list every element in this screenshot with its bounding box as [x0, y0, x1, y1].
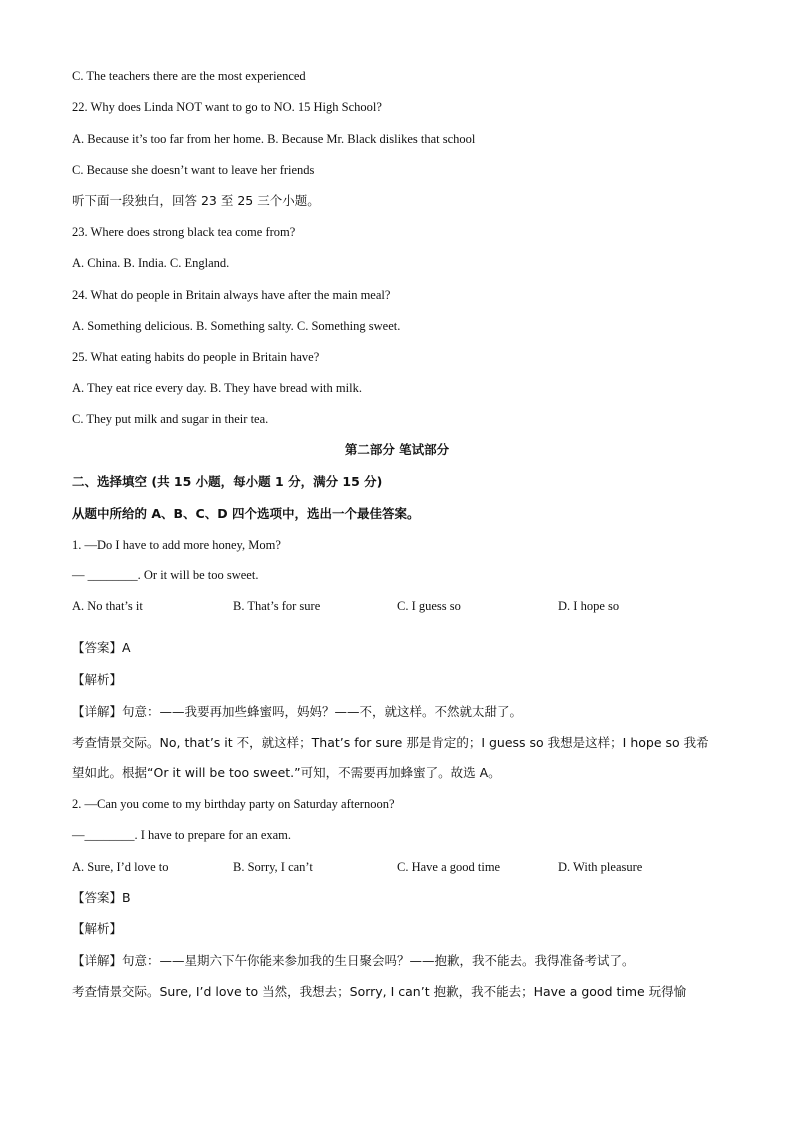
question-2-response: —________. I have to prepare for an exam. [72, 828, 292, 842]
question-1-option-b: B. That’s for sure [233, 599, 321, 613]
question-1-stem: 1. —Do I have to add more honey, Mom? [72, 538, 281, 552]
question-1-option-a: A. No that’s it [72, 599, 143, 613]
question-2-detail: 【详解】句意：——星期六下午你能来参加我的生日聚会吗？——抱歉，我不能去。我得准备考试了。 [72, 953, 635, 968]
question-2-option-d: D. With pleasure [558, 860, 643, 874]
question-2-answer: 【答案】B [72, 890, 131, 905]
question-2-option-c: C. Have a good time [397, 860, 501, 874]
listening-instruction: 听下面一段独白，回答 23 至 25 三个小题。 [72, 193, 320, 208]
question-2-option-b: B. Sorry, I can’t [233, 860, 313, 874]
question-22-options-ab: A. Because it’s too far from her home. B. Because Mr. Black dislikes that school [72, 132, 476, 146]
question-22-stem: 22. Why does Linda NOT want to go to NO. 15 High School? [72, 100, 382, 114]
question-1-analysis-label: 【解析】 [72, 672, 123, 687]
question-25-options-ab: A. They eat rice every day. B. They have bread with milk. [72, 381, 362, 395]
question-2-option-a: A. Sure, I’d love to [72, 860, 169, 874]
question-2-analysis-label: 【解析】 [72, 921, 123, 936]
question-1-detail: 【详解】句意：——我要再加些蜂蜜吗，妈妈？——不，就这样。不然就太甜了。 [72, 704, 523, 719]
question-1-explanation-1: 考查情景交际。No, that’s it 不，就这样；That’s for sure 那是肯定的；I guess so 我想是这样；I hope so 我希 [72, 735, 709, 750]
part-title: 第二部分 笔试部分 [344, 442, 450, 457]
question-24-stem: 24. What do people in Britain always have after the main meal? [72, 288, 391, 302]
question-1-option-d: D. I hope so [558, 599, 620, 613]
section-instruction: 从题中所给的 A、B、C、D 四个选项中，选出一个最佳答案。 [72, 506, 420, 521]
question-25-stem: 25. What eating habits do people in Britain have? [72, 350, 320, 364]
question-21-option-c: C. The teachers there are the most experienced [72, 69, 306, 83]
question-23-options: A. China. B. India. C. England. [72, 256, 230, 270]
question-1-answer: 【答案】A [72, 640, 131, 655]
question-1-explanation-2: 望如此。根据“Or it will be too sweet.”可知，不需要再加蜂蜜了。故选 A。 [72, 765, 501, 780]
question-1-response: — ________. Or it will be too sweet. [72, 568, 259, 582]
question-25-option-c: C. They put milk and sugar in their tea. [72, 412, 269, 426]
question-2-explanation-1: 考查情景交际。Sure, I’d love to 当然，我想去；Sorry, I can’t 抱歉，我不能去；Have a good time 玩得愉 [72, 984, 687, 999]
question-22-option-c: C. Because she doesn’t want to leave her friends [72, 163, 315, 177]
question-1-option-c: C. I guess so [397, 599, 461, 613]
question-24-options: A. Something delicious. B. Something salty. C. Something sweet. [72, 319, 401, 333]
question-23-stem: 23. Where does strong black tea come from? [72, 225, 296, 239]
question-2-stem: 2. —Can you come to my birthday party on Saturday afternoon? [72, 797, 395, 811]
section-heading: 二、选择填空 (共 15 小题，每小题 1 分，满分 15 分) [72, 474, 383, 489]
